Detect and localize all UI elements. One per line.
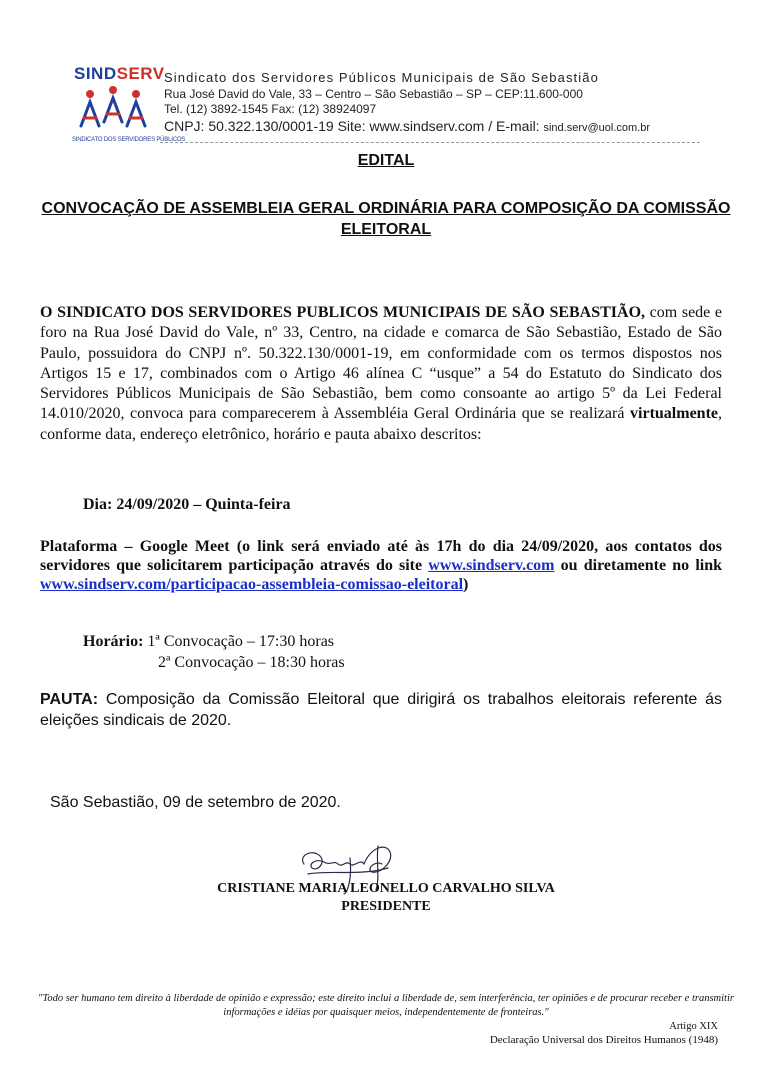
- convocation-paragraph: [40, 303, 722, 445]
- document-title: EDITAL: [357, 152, 415, 169]
- site-link[interactable]: www.sindserv.com: [428, 557, 555, 574]
- phone-line: Tel. (12) 3892-1545 Fax: (12) 38924097: [164, 102, 377, 116]
- paragraph-text-2: , conforme data, endereço eletrônico, horário e pauta abaixo descritos:: [40, 405, 722, 443]
- logo-wordmark: [74, 64, 165, 84]
- logo-sind: SIND: [74, 64, 117, 83]
- platform-text-2: ou diretamente no link: [554, 557, 723, 574]
- platform-last-line: [40, 575, 722, 594]
- header-divider: [160, 142, 700, 143]
- logo-caption: SINDICATO DOS SERVIDORES PÚBLICOS: [72, 137, 186, 143]
- organization-name: Sindicato dos Servidores Públicos Municipais de São Sebastião: [164, 70, 599, 85]
- cnpj-site-line: [164, 118, 650, 134]
- platform-paragraph: [40, 537, 722, 594]
- paragraph-virtual: virtualmente: [630, 405, 718, 423]
- logo-figures-icon: [78, 86, 148, 134]
- schedule-first: 1ª Convocação – 17:30 horas: [147, 633, 335, 650]
- participation-link[interactable]: www.sindserv.com/participacao-assembleia-comissao-eleitoral: [40, 576, 464, 593]
- document-subtitle: CONVOCAÇÃO DE ASSEMBLEIA GERAL ORDINÁRIA PARA COMPOSIÇÃO DA COMISSÃO ELEITORAL: [41, 200, 731, 238]
- place-and-date: São Sebastião, 09 de setembro de 2020.: [50, 794, 341, 811]
- signatory-name: CRISTIANE MARIA LEONELLO CARVALHO SILVA: [217, 881, 555, 896]
- agenda-paragraph: [40, 689, 722, 731]
- signatory-role: PRESIDENTE: [341, 899, 431, 914]
- logo-serv: SERV: [116, 64, 165, 83]
- footer-declaration: Declaração Universal dos Direitos Humanos (1948): [489, 1034, 718, 1046]
- signatory-block: [0, 880, 772, 916]
- platform-text-1: Plataforma – Google Meet (o link será enviado até às 17h do dia 24/09/2020, aos contatos dos servidores que solicitarem participação através do site: [40, 538, 722, 574]
- schedule-second: 2ª Convocação – 18:30 horas: [158, 654, 345, 671]
- schedule: [83, 631, 345, 673]
- email-text: sind.serv@uol.com.br: [543, 122, 651, 134]
- meeting-date: Dia: 24/09/2020 – Quinta-feira: [83, 496, 291, 513]
- agenda-label: PAUTA:: [40, 691, 99, 708]
- paragraph-lead: O SINDICATO DOS SERVIDORES PUBLICOS MUNICIPAIS DE SÃO SEBASTIÃO,: [40, 304, 646, 321]
- cnpj-site-text: CNPJ: 50.322.130/0001-19 Site: www.sindserv.com / E-mail:: [164, 118, 540, 134]
- paragraph-text-1: com sede e foro na Rua José David do Vale, nº 33, Centro, na cidade e comarca de São Sebastião, Estado de São Paulo, possuidora do CNPJ nº. 50.322.130/0001-19, em conformidade com os termos dispostos nos Artigos 15 e 17, combinados com o Artigo 46 alínea C “usque” a 54 do Estatuto do Sindicato dos Servidores Públicos Municipais de São Sebastião, bem como consoante ao artigo 5º da Lei Federal 14.010/2020, convoca para comparecerem à Assembléia Geral Ordinária que se realizará: [40, 304, 723, 423]
- footer-article: Artigo XIX: [669, 1021, 718, 1032]
- footer-quote: "Todo ser humano tem direito à liberdade de opinião e expressão; este direito inclui a liberdade de, sem interferência, ter opiniões e de procurar receber e transmitir informações e idéias por quaisquer meios, independentemente de fronteiras.": [38, 993, 734, 1018]
- agenda-text: Composição da Comissão Eleitoral que dirigirá os trabalhos eleitorais referente ás eleições sindicais de 2020.: [40, 691, 722, 729]
- address-line: Rua José David do Vale, 33 – Centro – São Sebastião – SP – CEP:11.600-000: [164, 87, 583, 101]
- schedule-label: Horário:: [83, 633, 144, 650]
- platform-text-3: ): [463, 576, 469, 593]
